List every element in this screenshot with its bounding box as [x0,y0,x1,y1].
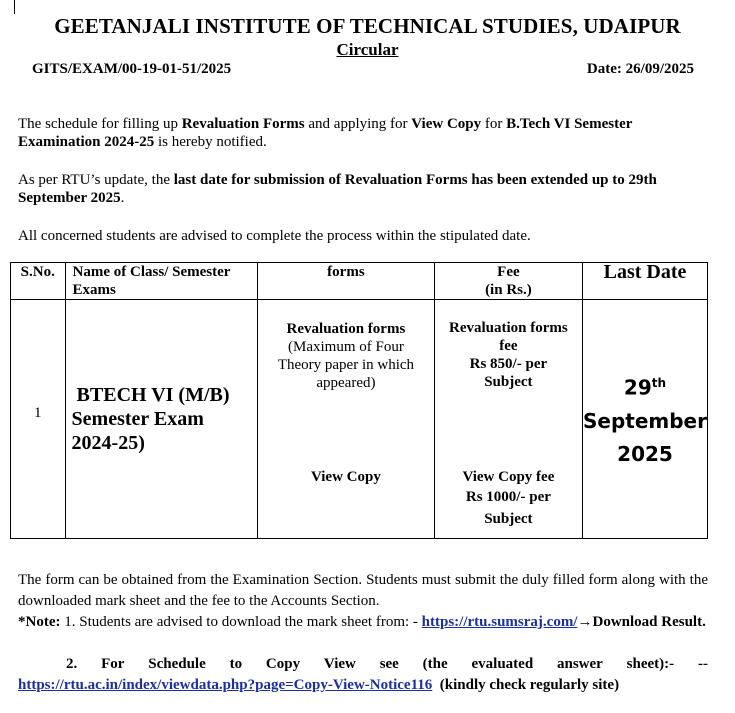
word: (the [422,656,448,672]
note-1-after: →Download Result. [577,614,706,630]
fee-line: Rs 850/- per [469,356,548,372]
last-date-day [583,367,707,405]
revaluation-fee-block [435,319,582,391]
word: 2. [66,656,78,672]
header-fee-line2: (in Rs.) [485,282,532,298]
circular-date: Date: 26/09/2025 [586,61,694,77]
cell-forms [258,300,435,539]
note-2-after: (kindly check regularly site) [432,677,620,693]
bold-text: B.Tech VI Semester Examination 2024-25 [18,116,633,150]
schedule-table [10,262,708,539]
institute-title: GEETANJALI INSTITUTE OF TECHNICAL STUDIES, UDAIPUR [54,14,681,38]
intro-paragraph-1 [18,115,718,151]
text-cursor [14,0,15,14]
note-1-text: 1. Students are advised to download the mark sheet from: - [60,614,422,630]
class-name-line1: BTECH VI (M/B) [76,384,230,406]
word: View [323,656,356,672]
cell-sno [11,300,66,539]
word: -- [697,656,708,672]
reference-number: GITS/EXAM/00-19-01-51/2025 [32,61,232,77]
revaluation-forms-block [258,320,434,392]
fee-line: Subject [484,374,533,390]
intro-paragraph-3: All concerned students are advised to complete the process within the stipulated date. [18,228,531,244]
forms-note-line2: Theory paper in which [277,357,415,373]
day-number: 29 [623,375,652,400]
header-name: Name of Class/ Semester Exams [65,263,257,300]
note-2-line2 [18,675,708,696]
note-label: *Note: [18,614,61,630]
fee-line: View Copy fee [462,469,555,485]
last-date-year: 2025 [617,441,673,466]
note-2-line1 [18,654,708,675]
header-forms: forms [258,263,435,300]
bold-text: View Copy [411,116,482,132]
header-fee-line1: Fee [497,264,520,280]
word: sheet):- [626,656,675,672]
text: is hereby notified. [154,134,267,150]
word: For [101,656,125,672]
word: evaluated [471,656,534,672]
fee-line: Subject [484,511,533,527]
bold-text: last date for submission of Revaluation Forms has been extended up to 29th September 2025 [18,172,657,206]
day-suffix: th [651,376,667,391]
footer-paragraph: The form can be obtained from the Examination Section. Students must submit the duly filled form along with the downloaded mark sheet and the fee to the Accounts Section. [18,572,708,609]
header-fee [434,263,582,300]
text: and applying for [304,116,412,132]
view-copy-fee-block [435,467,582,529]
header-last-date: Last Date [582,263,707,300]
last-date-month: September [582,408,707,433]
header-sno: S.No. [11,263,66,300]
word: to [229,656,243,672]
cell-fee [434,300,582,539]
rtu-copy-view-link[interactable]: https://rtu.ac.in/index/viewdata.php?page=Copy-View-Notice116 [18,677,433,693]
rtu-sumsraj-link[interactable]: https://rtu.sumsraj.com/ [421,614,578,630]
word: see [379,656,399,672]
text: The schedule for filling up [18,116,182,132]
cell-class-name [65,300,257,539]
forms-note-line3: appeared) [316,375,376,391]
table-row [11,300,708,539]
word: Copy [265,656,301,672]
table-header-row [11,263,708,300]
view-copy-label: View Copy [310,469,381,485]
document-type [0,40,735,60]
note-1 [18,612,708,633]
word: Schedule [148,656,206,672]
text: . [120,190,125,206]
note-2 [18,654,708,696]
fee-line: Rs 1000/- per [465,489,551,505]
class-name-line3: 2024-25) [71,432,145,454]
intro-paragraph-2 [18,171,718,207]
class-name-line2: Semester Exam [71,408,204,430]
forms-title: Revaluation forms [286,321,406,337]
word: answer [557,656,603,672]
text: As per RTU’s update, the [18,172,174,188]
fee-line: Revaluation forms [449,320,568,336]
forms-note-line1: (Maximum of Four [288,339,404,355]
cell-last-date [582,300,707,539]
bold-text: Revaluation Forms [181,116,305,132]
sno-value: 1 [34,404,42,421]
text: for [481,116,507,132]
fee-line: fee [499,338,518,354]
circular-label: Circular [336,40,399,59]
